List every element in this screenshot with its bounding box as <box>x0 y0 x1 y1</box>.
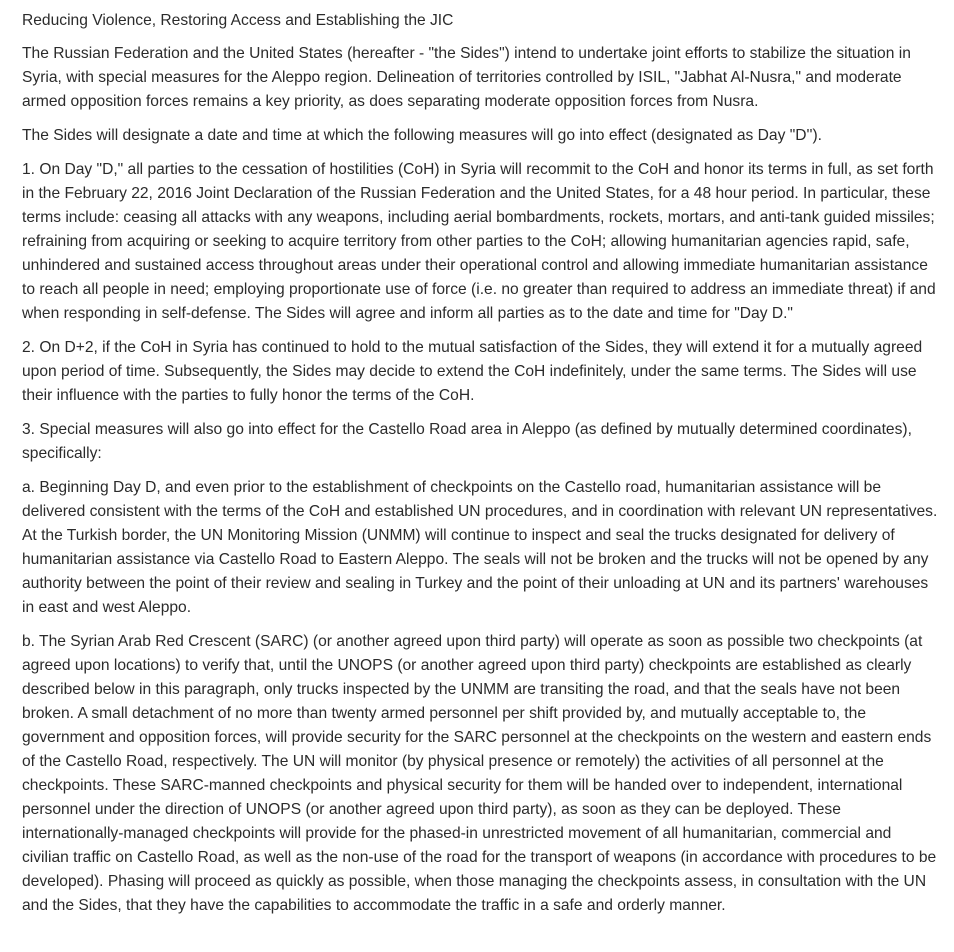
paragraph-item-1: 1. On Day "D," all parties to the cessation of hostilities (CoH) in Syria will recommit to the CoH and honor its terms in full, as set forth in the February 22, 2016 Joint Declaration of the Russian Federation and the United States, for a 48 hour period. In particular, these terms include: ceasing all attacks with any weapons, including aerial bombardments, rockets, mortars, and anti-tank guided missiles; refraining from acquiring or seeking to acquire territory from other parties to the CoH; allowing humanitarian agencies rapid, safe, unhindered and sustained access throughout areas under their operational control and allowing immediate humanitarian assistance to reach all people in need; employing proportionate use of force (i.e. no greater than required to address an immediate threat) if and when responding in self-defense. The Sides will agree and inform all parties as to the date and time for "Day D." <box>22 161 936 322</box>
paragraph-item-3a: a. Beginning Day D, and even prior to the establishment of checkpoints on the Castello road, humanitarian assistance will be delivered consistent with the terms of the CoH and established UN procedures, and in coordination with relevant UN representatives. At the Turkish border, the UN Monitoring Mission (UNMM) will continue to inspect and seal the trucks designated for delivery of humanitarian assistance via Castello Road to Eastern Aleppo. The seals will not be broken and the trucks will not be opened by any authority between the point of their review and sealing in Turkey and the point of their unloading at UN and its partners' warehouses in east and west Aleppo. <box>22 479 938 616</box>
paragraph-item-2: 2. On D+2, if the CoH in Syria has continued to hold to the mutual satisfaction of the Sides, they will extend it for a mutually agreed upon period of time. Subsequently, the Sides may decide to extend the CoH indefinitely, under the same terms. The Sides will use their influence with the parties to fully honor the terms of the CoH. <box>22 339 923 404</box>
paragraph-item-3b: b. The Syrian Arab Red Crescent (SARC) (or another agreed upon third party) will operate as soon as possible two checkpoints (at agreed upon locations) to verify that, until the UNOPS (or another agreed upon third party) checkpoints are established as clearly described below in this paragraph, only trucks inspected by the UNMM are transiting the road, and that the seals have not been broken. A small detachment of no more than twenty armed personnel per shift provided by, and mutually acceptable to, the government and opposition forces, will provide security for the SARC personnel at the checkpoints on the western and eastern ends of the Castello Road, respectively. The UN will monitor (by physical presence or remotely) the activities of all personnel at the checkpoints. These SARC-manned checkpoints and physical security for them will be handed over to independent, international personnel under the direction of UNOPS (or another agreed upon third party), as soon as they can be deployed. These internationally-managed checkpoints will provide for the phased-in unrestricted movement of all humanitarian, commercial and civilian traffic on Castello Road, as well as the non-use of the road for the transport of weapons (in accordance with procedures to be developed). Phasing will proceed as quickly as possible, when those managing the checkpoints assess, in consultation with the UN and the Sides, that they have the capabilities to accommodate the traffic in a safe and orderly manner. <box>22 633 937 914</box>
paragraph-item-3: 3. Special measures will also go into effect for the Castello Road area in Aleppo (as defined by mutually determined coordinates), specifically: <box>22 421 912 462</box>
document-title: Reducing Violence, Restoring Access and Establishing the JIC <box>22 12 454 29</box>
paragraph-day-d: The Sides will designate a date and time at which the following measures will go into effect (designated as Day "D''). <box>22 127 822 144</box>
paragraph-intro: The Russian Federation and the United States (hereafter - "the Sides") intend to undertake joint efforts to stabilize the situation in Syria, with special measures for the Aleppo region. Delineation of territories controlled by ISIL, "Jabhat Al-Nusra," and moderate armed opposition forces remains a key priority, as does separating moderate opposition forces from Nusra. <box>22 45 911 110</box>
